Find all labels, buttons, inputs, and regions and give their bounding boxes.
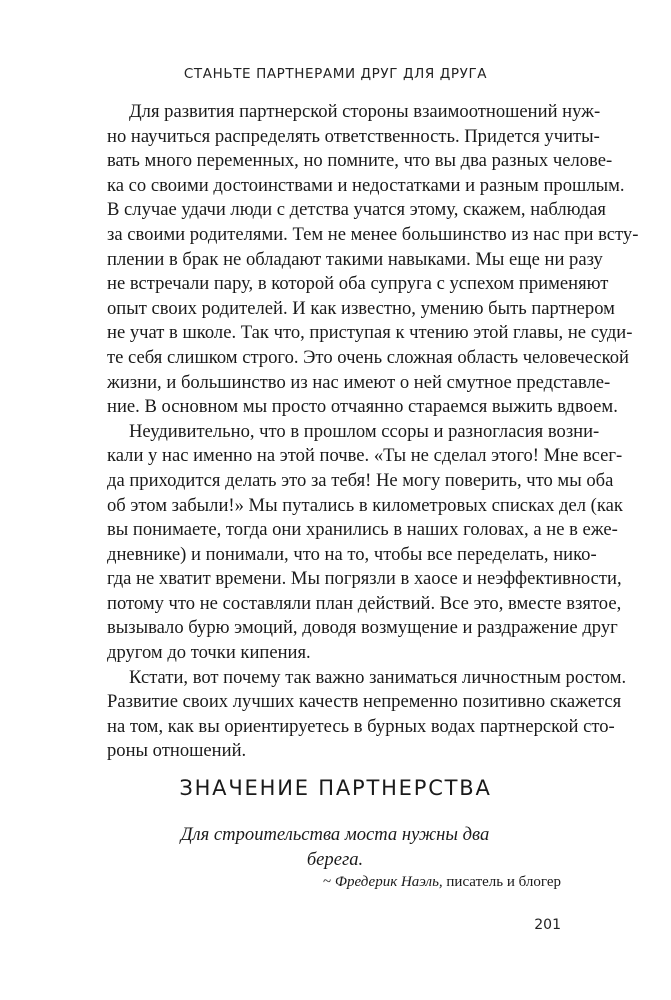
paragraph-2 xyxy=(107,420,623,666)
text-line: другом до точки кипения. xyxy=(107,642,311,664)
text-line: на том, как вы ориентируетесь в бурных водах партнерской сто- xyxy=(107,715,615,737)
text-line: Развитие своих лучших качеств непременно позитивно скажется xyxy=(107,691,622,713)
text-line: гда не хватит времени. Мы погрязли в хаосе и неэффективности, xyxy=(107,568,622,590)
text-line: В случае удачи люди с детства учатся этому, скажем, наблюдая xyxy=(107,199,606,221)
text-line: не учат в школе. Так что, приступая к чтению этой главы, не суди- xyxy=(107,322,633,344)
text-line: плении в брак не обладают такими навыками. Мы еще ни разу xyxy=(107,248,603,270)
body-text xyxy=(107,100,639,764)
text-line: но научиться распределять ответственность. Придется учиты- xyxy=(107,125,600,147)
text-line: дневнике) и понимали, что на то, чтобы все переделать, нико- xyxy=(107,543,597,565)
text-line: вы понимаете, тогда они хранились в наших головах, а не в еже- xyxy=(107,519,618,541)
text-line: кали у нас именно на этой почве. «Ты не сделал этого! Мне всег- xyxy=(107,445,623,467)
text-line: роны отношений. xyxy=(107,740,247,762)
text-line: вызывало бурю эмоций, доводя возмущение и раздражение друг xyxy=(107,617,618,639)
text-line: те себя слишком строго. Это очень сложная область человеческой xyxy=(107,346,630,368)
epigraph-line: Для строительства моста нужны два xyxy=(180,824,490,845)
text-line: Кстати, вот почему так важно заниматься личностным ростом. xyxy=(129,666,627,688)
section-heading: ЗНАЧЕНИЕ ПАРТНЕРСТВА xyxy=(179,776,492,800)
text-line: Для развития партнерской стороны взаимоотношений нуж- xyxy=(129,101,601,122)
text-line: об этом забыли!» Мы путались в километровых списках дел (как xyxy=(107,494,623,516)
text-line: опыт своих родителей. И как известно, умению быть партнером xyxy=(107,297,615,319)
paragraph-1 xyxy=(107,100,639,420)
attribution-dash: ~ xyxy=(323,874,332,890)
text-line: Неудивительно, что в прошлом ссоры и разногласия возни- xyxy=(129,420,600,442)
text-line: ние. В основном мы просто отчаянно стараемся выжить вдвоем. xyxy=(107,396,618,418)
text-line: вать много переменных, но помните, что вы два разных челове- xyxy=(107,150,613,172)
page-number: 201 xyxy=(534,917,561,933)
text-line: жизни, и большинство из нас имеют о ней смутное представле- xyxy=(107,371,611,393)
epigraph-attribution xyxy=(323,874,561,891)
attribution-author: Фредерик Наэль, xyxy=(334,874,443,890)
paragraph-3 xyxy=(107,666,627,764)
attribution-role: писатель и блогер xyxy=(446,874,561,890)
epigraph-quote xyxy=(167,822,503,872)
text-line: за своими родителями. Тем не менее большинство из нас при всту- xyxy=(107,223,639,245)
epigraph-line: берега. xyxy=(306,849,364,870)
text-line: да приходится делать это за тебя! Не могу поверить, что мы оба xyxy=(107,469,614,491)
text-line: не встречали пару, в которой оба супруга с успехом применяют xyxy=(107,273,609,295)
text-line: потому что не составляли план действий. Все это, вместе взятое, xyxy=(107,592,622,614)
running-head: СТАНЬТЕ ПАРТНЕРАМИ ДРУГ ДЛЯ ДРУГА xyxy=(183,66,488,82)
text-line: ка со своими достоинствами и недостатками и разным прошлым. xyxy=(107,174,625,196)
